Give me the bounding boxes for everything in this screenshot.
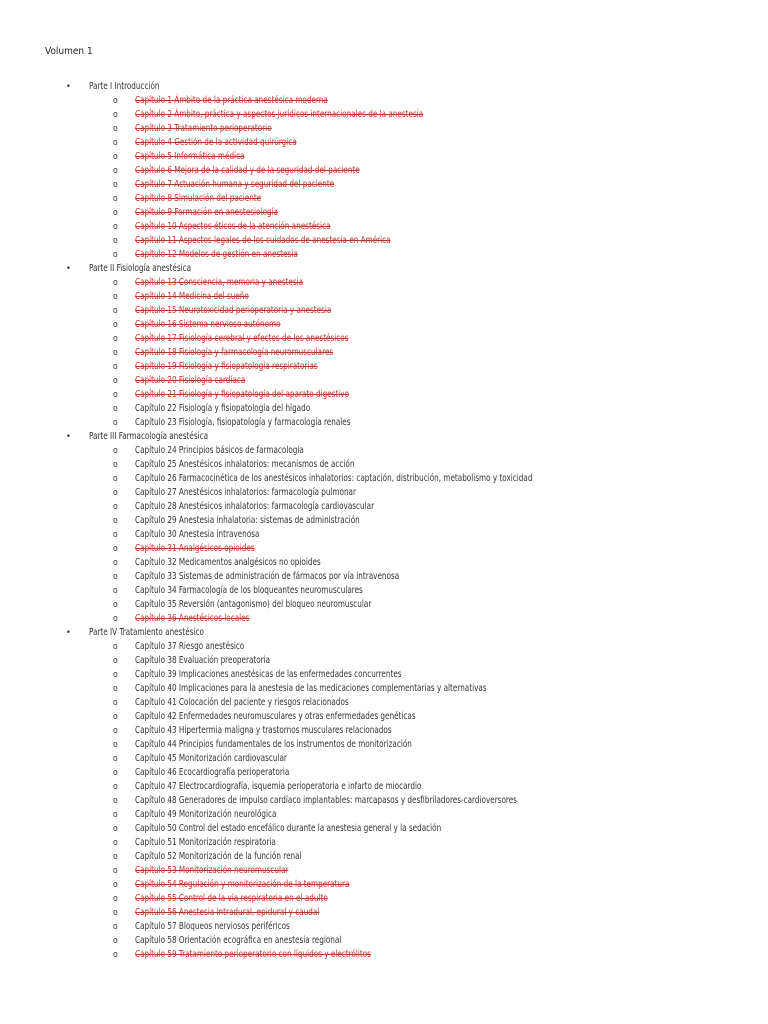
bullet-icon: • [66, 432, 71, 442]
circle-bullet-icon: o [113, 810, 118, 820]
chapter-item [0, 374, 768, 388]
chapter-item [0, 136, 768, 150]
circle-bullet-icon: o [113, 824, 118, 834]
circle-bullet-icon: o [113, 376, 118, 386]
circle-bullet-icon: o [113, 684, 118, 694]
chapter-label: Capítulo 45 Monitorización cardiovascular [135, 753, 287, 764]
circle-bullet-icon: o [113, 292, 118, 302]
chapter-item [0, 836, 768, 850]
chapter-item [0, 710, 768, 724]
chapter-item [0, 724, 768, 738]
circle-bullet-icon: o [113, 880, 118, 890]
volume-title: Volumen 1 [45, 46, 93, 57]
part-item [0, 80, 768, 94]
chapter-label: Capítulo 16 Sistema nervioso autónomo [135, 319, 281, 330]
chapter-label: Capítulo 6 Mejora de la calidad y de la seguridad del paciente [135, 165, 360, 176]
chapter-item [0, 682, 768, 696]
circle-bullet-icon: o [113, 194, 118, 204]
circle-bullet-icon: o [113, 656, 118, 666]
chapter-item [0, 276, 768, 290]
chapter-label: Capítulo 9 Formación en anestesiología [135, 207, 278, 218]
circle-bullet-icon: o [113, 390, 118, 400]
circle-bullet-icon: o [113, 586, 118, 596]
circle-bullet-icon: o [113, 558, 118, 568]
chapter-item [0, 598, 768, 612]
circle-bullet-icon: o [113, 530, 118, 540]
circle-bullet-icon: o [113, 138, 118, 148]
chapter-item [0, 234, 768, 248]
chapter-label: Capítulo 46 Ecocardiografía perioperatoria [135, 767, 290, 778]
chapter-label: Capítulo 32 Medicamentos analgésicos no opioides [135, 557, 321, 568]
circle-bullet-icon: o [113, 670, 118, 680]
chapter-label: Capítulo 44 Principios fundamentales de los instrumentos de monitorización [135, 739, 412, 750]
chapter-label: Capítulo 3 Tratamiento perioperatorio [135, 123, 272, 134]
chapter-item [0, 892, 768, 906]
chapter-item [0, 122, 768, 136]
chapter-item [0, 738, 768, 752]
chapter-item [0, 584, 768, 598]
circle-bullet-icon: o [113, 782, 118, 792]
chapter-label: Capítulo 4 Gestión de la actividad quirúrgica [135, 137, 297, 148]
chapter-item [0, 948, 768, 962]
chapter-label: Capítulo 8 Simulación del paciente [135, 193, 262, 204]
part-label: Parte I Introducción [89, 81, 160, 92]
circle-bullet-icon: o [113, 96, 118, 106]
chapter-item [0, 612, 768, 626]
circle-bullet-icon: o [113, 642, 118, 652]
chapter-label: Capítulo 17 Fisiología cerebral y efectos de los anestésicos [135, 333, 349, 344]
chapter-item [0, 654, 768, 668]
circle-bullet-icon: o [113, 404, 118, 414]
chapter-label: Capítulo 47 Electrocardiografía, isquemia perioperatoria e infarto de miocardio [135, 781, 422, 792]
chapter-item [0, 570, 768, 584]
chapter-label: Capítulo 33 Sistemas de administración de fármacos por vía intravenosa [135, 571, 400, 582]
chapter-item [0, 206, 768, 220]
chapter-item [0, 164, 768, 178]
circle-bullet-icon: o [113, 936, 118, 946]
chapter-item [0, 416, 768, 430]
circle-bullet-icon: o [113, 446, 118, 456]
chapter-item [0, 878, 768, 892]
circle-bullet-icon: o [113, 908, 118, 918]
bullet-icon: • [66, 82, 71, 92]
circle-bullet-icon: o [113, 894, 118, 904]
circle-bullet-icon: o [113, 250, 118, 260]
chapter-item [0, 500, 768, 514]
chapter-item [0, 556, 768, 570]
chapter-item [0, 850, 768, 864]
circle-bullet-icon: o [113, 236, 118, 246]
circle-bullet-icon: o [113, 460, 118, 470]
circle-bullet-icon: o [113, 124, 118, 134]
circle-bullet-icon: o [113, 852, 118, 862]
chapter-item [0, 514, 768, 528]
circle-bullet-icon: o [113, 166, 118, 176]
circle-bullet-icon: o [113, 614, 118, 624]
bullet-icon: • [66, 628, 71, 638]
chapter-item [0, 696, 768, 710]
circle-bullet-icon: o [113, 110, 118, 120]
chapter-label: Capítulo 10 Aspectos éticos de la atención anestésica [135, 221, 331, 232]
chapter-item [0, 808, 768, 822]
circle-bullet-icon: o [113, 180, 118, 190]
circle-bullet-icon: o [113, 418, 118, 428]
chapter-label: Capítulo 50 Control del estado encefálico durante la anestesia general y la sedación [135, 823, 442, 834]
circle-bullet-icon: o [113, 838, 118, 848]
circle-bullet-icon: o [113, 278, 118, 288]
chapter-item [0, 542, 768, 556]
circle-bullet-icon: o [113, 866, 118, 876]
circle-bullet-icon: o [113, 754, 118, 764]
chapter-label: Capítulo 28 Anestésicos inhalatorios: farmacología cardiovascular [135, 501, 375, 512]
chapter-item [0, 150, 768, 164]
chapter-label: Capítulo 21 Fisiología y fisiopatología del aparato digestivo [135, 389, 350, 400]
circle-bullet-icon: o [113, 768, 118, 778]
chapter-item [0, 934, 768, 948]
circle-bullet-icon: o [113, 516, 118, 526]
chapter-item [0, 780, 768, 794]
chapter-label: Capítulo 49 Monitorización neurológica [135, 809, 277, 820]
chapter-item [0, 332, 768, 346]
chapter-label: Capítulo 38 Evaluación preoperatoria [135, 655, 271, 666]
chapter-item [0, 402, 768, 416]
chapter-item [0, 822, 768, 836]
chapter-label: Capítulo 22 Fisiología y fisiopatología del hígado [135, 403, 311, 414]
chapter-label: Capítulo 48 Generadores de impulso cardíaco implantables: marcapasos y desfibriladores-cardioversores [135, 795, 517, 806]
chapter-label: Capítulo 39 Implicaciones anestésicas de las enfermedades concurrentes [135, 669, 402, 680]
chapter-label: Capítulo 42 Enfermedades neuromusculares y otras enfermedades genéticas [135, 711, 416, 722]
chapter-item [0, 472, 768, 486]
circle-bullet-icon: o [113, 348, 118, 358]
chapter-item [0, 528, 768, 542]
chapter-label: Capítulo 37 Riesgo anestésico [135, 641, 245, 652]
chapter-item [0, 318, 768, 332]
chapter-item [0, 920, 768, 934]
chapter-label: Capítulo 19 Fisiología y fisiopatología respiratorias [135, 361, 318, 372]
chapter-label: Capítulo 1 Ámbito de la práctica anestésica moderna [135, 95, 328, 106]
chapter-item [0, 94, 768, 108]
chapter-label: Capítulo 53 Monitorización neuromuscular [135, 865, 289, 876]
circle-bullet-icon: o [113, 222, 118, 232]
part-label: Parte III Farmacología anestésica [89, 431, 209, 442]
chapter-label: Capítulo 35 Reversión (antagonismo) del bloqueo neuromuscular [135, 599, 372, 610]
chapter-label: Capítulo 15 Neurotoxicidad perioperatoria y anestesia [135, 305, 332, 316]
chapter-label: Capítulo 31 Analgésicos opioides [135, 543, 255, 554]
chapter-label: Capítulo 30 Anestesia intravenosa [135, 529, 260, 540]
chapter-label: Capítulo 40 Implicaciones para la anestesia de las medicaciones complementarias y alternativas [135, 683, 487, 694]
chapter-label: Capítulo 20 Fisiología cardíaca [135, 375, 246, 386]
part-item [0, 626, 768, 640]
chapter-label: Capítulo 57 Bloqueos nerviosos periféricos [135, 921, 290, 932]
circle-bullet-icon: o [113, 950, 118, 960]
circle-bullet-icon: o [113, 208, 118, 218]
circle-bullet-icon: o [113, 544, 118, 554]
chapter-label: Capítulo 56 Anestesia intradural, epidural y caudal [135, 907, 320, 918]
chapter-label: Capítulo 23 Fisiología, fisiopatología y farmacología renales [135, 417, 351, 428]
chapter-label: Capítulo 24 Principios básicos de farmacología [135, 445, 304, 456]
chapter-label: Capítulo 55 Control de la vía respiratoria en el adulto [135, 893, 328, 904]
chapter-label: Capítulo 58 Orientación ecográfica en anestesia regional [135, 935, 342, 946]
chapter-label: Capítulo 2 Ámbito, práctica y aspectos jurídicos internacionales de la anestesia [135, 109, 424, 120]
circle-bullet-icon: o [113, 502, 118, 512]
chapter-item [0, 290, 768, 304]
chapter-item [0, 444, 768, 458]
part-item [0, 262, 768, 276]
chapter-item [0, 178, 768, 192]
chapter-item [0, 346, 768, 360]
circle-bullet-icon: o [113, 306, 118, 316]
circle-bullet-icon: o [113, 698, 118, 708]
chapter-label: Capítulo 14 Medicina del sueño [135, 291, 249, 302]
chapter-label: Capítulo 12 Modelos de gestión en anestesia [135, 249, 298, 260]
chapter-item [0, 248, 768, 262]
chapter-label: Capítulo 43 Hipertermia maligna y trastornos musculares relacionados [135, 725, 392, 736]
chapter-label: Capítulo 5 Informática médica [135, 151, 245, 162]
chapter-item [0, 388, 768, 402]
chapter-item [0, 668, 768, 682]
circle-bullet-icon: o [113, 488, 118, 498]
circle-bullet-icon: o [113, 152, 118, 162]
chapter-item [0, 220, 768, 234]
circle-bullet-icon: o [113, 474, 118, 484]
chapter-label: Capítulo 52 Monitorización de la función renal [135, 851, 302, 862]
chapter-label: Capítulo 11 Aspectos legales de los cuidados de anestesia en América [135, 235, 391, 246]
chapter-label: Capítulo 18 Fisiología y farmacología neuromusculares [135, 347, 334, 358]
chapter-label: Capítulo 25 Anestésicos inhalatorios: mecanismos de acción [135, 459, 355, 470]
chapter-label: Capítulo 51 Monitorización respiratoria [135, 837, 276, 848]
chapter-item [0, 108, 768, 122]
part-item [0, 430, 768, 444]
chapter-label: Capítulo 34 Farmacología de los bloqueantes neuromusculares [135, 585, 363, 596]
chapter-label: Capítulo 54 Regulación y monitorización de la temperatura [135, 879, 350, 890]
circle-bullet-icon: o [113, 362, 118, 372]
chapter-label: Capítulo 36 Anestésicos locales [135, 613, 250, 624]
chapter-item [0, 458, 768, 472]
circle-bullet-icon: o [113, 572, 118, 582]
circle-bullet-icon: o [113, 712, 118, 722]
chapter-item [0, 360, 768, 374]
part-label: Parte II Fisiología anestésica [89, 263, 192, 274]
circle-bullet-icon: o [113, 600, 118, 610]
circle-bullet-icon: o [113, 320, 118, 330]
chapter-label: Capítulo 7 Actuación humana y seguridad del paciente [135, 179, 335, 190]
part-label: Parte IV Tratamiento anestésico [89, 627, 204, 638]
chapter-label: Capítulo 13 Consciencia, memoria y anestesia [135, 277, 304, 288]
chapter-item [0, 766, 768, 780]
chapter-label: Capítulo 26 Farmacocinética de los anestésicos inhalatorios: captación, distribución, metabolismo y toxicidad [135, 473, 533, 484]
chapter-item [0, 794, 768, 808]
chapter-item [0, 192, 768, 206]
chapter-item [0, 304, 768, 318]
circle-bullet-icon: o [113, 796, 118, 806]
chapter-item [0, 486, 768, 500]
chapter-item [0, 906, 768, 920]
chapter-label: Capítulo 59 Tratamiento perioperatorio con líquidos y electrólitos [135, 949, 371, 960]
circle-bullet-icon: o [113, 740, 118, 750]
chapter-item [0, 640, 768, 654]
circle-bullet-icon: o [113, 922, 118, 932]
table-of-contents [0, 80, 768, 962]
chapter-label: Capítulo 27 Anestésicos inhalatorios: farmacología pulmonar [135, 487, 356, 498]
chapter-item [0, 864, 768, 878]
chapter-label: Capítulo 29 Anestesia inhalatoria: sistemas de administración [135, 515, 360, 526]
chapter-label: Capítulo 41 Colocación del paciente y riesgos relacionados [135, 697, 349, 708]
chapter-item [0, 752, 768, 766]
circle-bullet-icon: o [113, 334, 118, 344]
circle-bullet-icon: o [113, 726, 118, 736]
bullet-icon: • [66, 264, 71, 274]
